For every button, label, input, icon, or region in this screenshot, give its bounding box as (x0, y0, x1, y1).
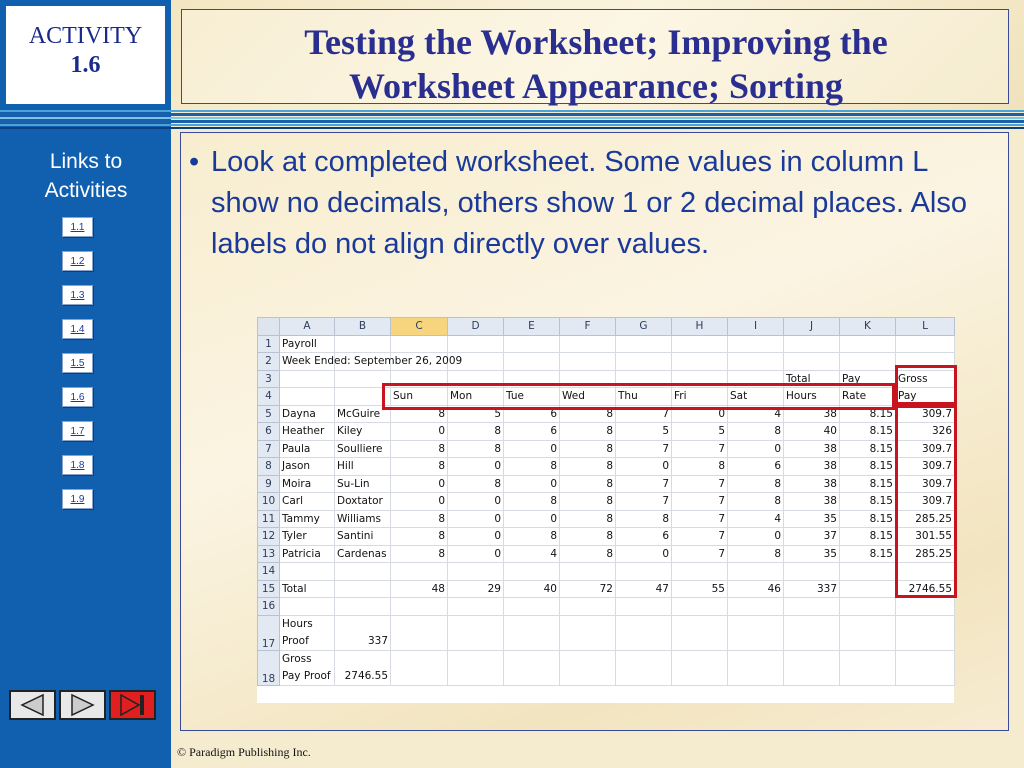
cell-h6[interactable]: 5 (672, 423, 728, 441)
cell-h18[interactable] (672, 650, 728, 685)
cell-e15[interactable]: 40 (504, 580, 560, 598)
title-line-1: Testing the Worksheet; Improving the (304, 22, 888, 62)
table-row (258, 580, 955, 598)
row-number[interactable]: 12 (258, 528, 280, 546)
cell-a17[interactable]: Hours Proof (280, 615, 335, 650)
cell-f18[interactable] (560, 650, 616, 685)
cell-f8[interactable]: 8 (560, 458, 616, 476)
cell-i11[interactable]: 4 (728, 510, 784, 528)
cell-g4[interactable]: Thu (616, 388, 672, 406)
cell-h13[interactable]: 7 (672, 545, 728, 563)
cell-d13[interactable]: 0 (448, 545, 504, 563)
cell-g18[interactable] (616, 650, 672, 685)
cell-e2[interactable] (504, 353, 560, 371)
cell-e11[interactable]: 0 (504, 510, 560, 528)
cell-j2[interactable] (784, 353, 840, 371)
cell-h17[interactable] (672, 615, 728, 650)
cell-d11[interactable]: 0 (448, 510, 504, 528)
cell-g17[interactable] (616, 615, 672, 650)
cell-l6[interactable]: 326 (896, 423, 955, 441)
cell-g5[interactable]: 7 (616, 405, 672, 423)
cell-e6[interactable]: 6 (504, 423, 560, 441)
cell-c14[interactable] (391, 563, 448, 581)
cell-e7[interactable]: 0 (504, 440, 560, 458)
cell-d5[interactable]: 5 (448, 405, 504, 423)
cell-a6[interactable]: Heather (280, 423, 335, 441)
cell-l10[interactable]: 309.7 (896, 493, 955, 511)
cell-k1[interactable] (840, 335, 896, 353)
cell-e12[interactable]: 8 (504, 528, 560, 546)
cell-c15[interactable]: 48 (391, 580, 448, 598)
row-number[interactable]: 18 (258, 650, 280, 685)
table-row (258, 650, 955, 685)
cell-f15[interactable]: 72 (560, 580, 616, 598)
cell-l9[interactable]: 309.7 (896, 475, 955, 493)
cell-a7[interactable]: Paula (280, 440, 335, 458)
cell-h1[interactable] (672, 335, 728, 353)
cell-k14[interactable] (840, 563, 896, 581)
row-number[interactable]: 15 (258, 580, 280, 598)
cell-g6[interactable]: 5 (616, 423, 672, 441)
cell-f7[interactable]: 8 (560, 440, 616, 458)
cell-d8[interactable]: 0 (448, 458, 504, 476)
cell-a2[interactable]: Week Ended: September 26, 2009 (280, 353, 335, 371)
cell-e18[interactable] (504, 650, 560, 685)
cell-k11[interactable]: 8.15 (840, 510, 896, 528)
row-number[interactable]: 11 (258, 510, 280, 528)
cell-b7[interactable]: Soulliere (335, 440, 391, 458)
cell-a15[interactable]: Total (280, 580, 335, 598)
column-header-e[interactable]: E (504, 318, 560, 336)
previous-slide-button[interactable] (9, 690, 56, 720)
column-header-k[interactable]: K (840, 318, 896, 336)
cell-h14[interactable] (672, 563, 728, 581)
cell-g8[interactable]: 0 (616, 458, 672, 476)
cell-l7[interactable]: 309.7 (896, 440, 955, 458)
cell-e4[interactable]: Tue (504, 388, 560, 406)
column-header-a[interactable]: A (280, 318, 335, 336)
cell-h9[interactable]: 7 (672, 475, 728, 493)
cell-h7[interactable]: 7 (672, 440, 728, 458)
cell-c11[interactable]: 8 (391, 510, 448, 528)
cell-f17[interactable] (560, 615, 616, 650)
table-row (258, 563, 955, 581)
cell-c13[interactable]: 8 (391, 545, 448, 563)
activity-badge (6, 6, 165, 104)
cell-l5[interactable]: 309.7 (896, 405, 955, 423)
activity-link-1-4[interactable]: 1.4 (62, 319, 93, 339)
cell-i8[interactable]: 6 (728, 458, 784, 476)
cell-b17[interactable]: 337 (335, 615, 391, 650)
cell-l17[interactable] (896, 615, 955, 650)
cell-k4[interactable]: Rate (840, 388, 896, 406)
cell-l3[interactable]: Gross (896, 370, 955, 388)
cell-d17[interactable] (448, 615, 504, 650)
row-number[interactable]: 7 (258, 440, 280, 458)
cell-c10[interactable]: 0 (391, 493, 448, 511)
cell-i4[interactable]: Sat (728, 388, 784, 406)
cell-k3[interactable]: Pay (840, 370, 896, 388)
cell-k5[interactable]: 8.15 (840, 405, 896, 423)
cell-i13[interactable]: 8 (728, 545, 784, 563)
copyright-footer: © Paradigm Publishing Inc. (177, 745, 311, 759)
cell-b9[interactable]: Su-Lin (335, 475, 391, 493)
cell-a10[interactable]: Carl (280, 493, 335, 511)
cell-h11[interactable]: 7 (672, 510, 728, 528)
cell-d16[interactable] (448, 598, 504, 616)
column-header-g[interactable]: G (616, 318, 672, 336)
cell-l1[interactable] (896, 335, 955, 353)
table-row (258, 440, 955, 458)
cell-g10[interactable]: 7 (616, 493, 672, 511)
cell-d1[interactable] (448, 335, 504, 353)
cell-f10[interactable]: 8 (560, 493, 616, 511)
cell-i16[interactable] (728, 598, 784, 616)
cell-l8[interactable]: 309.7 (896, 458, 955, 476)
cell-k2[interactable] (840, 353, 896, 371)
cell-f9[interactable]: 8 (560, 475, 616, 493)
cell-i7[interactable]: 0 (728, 440, 784, 458)
header-divider-stripes (0, 110, 1024, 130)
cell-b6[interactable]: Kiley (335, 423, 391, 441)
cell-l15[interactable]: 2746.55 (896, 580, 955, 598)
cell-h2[interactable] (672, 353, 728, 371)
cell-e5[interactable]: 6 (504, 405, 560, 423)
cell-k7[interactable]: 8.15 (840, 440, 896, 458)
cell-g15[interactable]: 47 (616, 580, 672, 598)
cell-b16[interactable] (335, 598, 391, 616)
cell-c6[interactable]: 0 (391, 423, 448, 441)
table-row (258, 475, 955, 493)
table-row (258, 598, 955, 616)
column-header-l[interactable]: L (896, 318, 955, 336)
cell-e1[interactable] (504, 335, 560, 353)
column-header-h[interactable]: H (672, 318, 728, 336)
cell-a9[interactable]: Moira (280, 475, 335, 493)
cell-l12[interactable]: 301.55 (896, 528, 955, 546)
cell-d15[interactable]: 29 (448, 580, 504, 598)
cell-c5[interactable]: 8 (391, 405, 448, 423)
cell-j1[interactable] (784, 335, 840, 353)
cell-j17[interactable] (784, 615, 840, 650)
cell-h5[interactable]: 0 (672, 405, 728, 423)
cell-g14[interactable] (616, 563, 672, 581)
cell-b18[interactable]: 2746.55 (335, 650, 391, 685)
cell-k10[interactable]: 8.15 (840, 493, 896, 511)
select-all-corner[interactable] (258, 318, 280, 336)
activity-number: 1.6 (70, 52, 101, 78)
cell-i14[interactable] (728, 563, 784, 581)
cell-b10[interactable]: Doxtator (335, 493, 391, 511)
cell-k15[interactable] (840, 580, 896, 598)
cell-a16[interactable] (280, 598, 335, 616)
cell-g7[interactable]: 7 (616, 440, 672, 458)
cell-k18[interactable] (840, 650, 896, 685)
cell-k6[interactable]: 8.15 (840, 423, 896, 441)
cell-d6[interactable]: 8 (448, 423, 504, 441)
cell-k12[interactable]: 8.15 (840, 528, 896, 546)
cell-i1[interactable] (728, 335, 784, 353)
table-row (258, 510, 955, 528)
cell-g9[interactable]: 7 (616, 475, 672, 493)
cell-d12[interactable]: 0 (448, 528, 504, 546)
table-row (258, 423, 955, 441)
triangle-left-icon (11, 692, 54, 718)
cell-j5[interactable]: 38 (784, 405, 840, 423)
links-title: Links to Activities (44, 150, 128, 202)
row-number[interactable]: 14 (258, 563, 280, 581)
cell-j3[interactable]: Total (784, 370, 840, 388)
cell-i12[interactable]: 0 (728, 528, 784, 546)
cell-g13[interactable]: 0 (616, 545, 672, 563)
row-number[interactable]: 10 (258, 493, 280, 511)
activity-link-1-3[interactable]: 1.3 (62, 285, 93, 305)
table-row (258, 528, 955, 546)
cell-d10[interactable]: 0 (448, 493, 504, 511)
cell-h16[interactable] (672, 598, 728, 616)
cell-a18[interactable]: Gross Pay Proof (280, 650, 335, 685)
bullet-text: Look at completed worksheet. Some values in column L show no decimals, others show 1 or 2 decimal places. Also labels do not align directly over values. (211, 146, 967, 260)
cell-a1[interactable]: Payroll (280, 335, 335, 353)
cell-h10[interactable]: 7 (672, 493, 728, 511)
cell-b14[interactable] (335, 563, 391, 581)
row-number[interactable]: 5 (258, 405, 280, 423)
cell-j18[interactable] (784, 650, 840, 685)
table-row (258, 545, 955, 563)
cell-a8[interactable]: Jason (280, 458, 335, 476)
title-box (181, 9, 1009, 104)
end-show-button[interactable] (109, 690, 156, 720)
activity-link-1-8[interactable]: 1.8 (62, 455, 93, 475)
cell-a12[interactable]: Tyler (280, 528, 335, 546)
cell-b13[interactable]: Cardenas (335, 545, 391, 563)
cell-j16[interactable] (784, 598, 840, 616)
row-number[interactable]: 13 (258, 545, 280, 563)
highlight-row4-labels (382, 383, 895, 410)
activity-label-block (6, 22, 165, 80)
cell-g1[interactable] (616, 335, 672, 353)
cell-a3[interactable] (280, 370, 335, 388)
cell-i17[interactable] (728, 615, 784, 650)
activity-link-1-6[interactable]: 1.6 (62, 387, 93, 407)
cell-i5[interactable]: 4 (728, 405, 784, 423)
activity-label: ACTIVITY (28, 23, 143, 49)
highlight-gross-pay-values (895, 405, 957, 598)
row-number[interactable]: 9 (258, 475, 280, 493)
cell-j14[interactable] (784, 563, 840, 581)
cell-f11[interactable]: 8 (560, 510, 616, 528)
cell-k9[interactable]: 8.15 (840, 475, 896, 493)
activity-link-1-2[interactable]: 1.2 (62, 251, 93, 271)
cell-h4[interactable]: Fri (672, 388, 728, 406)
cell-i10[interactable]: 8 (728, 493, 784, 511)
row-number[interactable]: 17 (258, 615, 280, 650)
cell-f4[interactable]: Wed (560, 388, 616, 406)
row-number[interactable]: 4 (258, 388, 280, 406)
next-slide-button[interactable] (59, 690, 106, 720)
cell-e8[interactable]: 8 (504, 458, 560, 476)
spreadsheet-screenshot (257, 317, 954, 703)
cell-j7[interactable]: 38 (784, 440, 840, 458)
highlight-gross-pay-labels (895, 365, 957, 405)
cell-k16[interactable] (840, 598, 896, 616)
cell-c1[interactable] (391, 335, 448, 353)
cell-c8[interactable]: 8 (391, 458, 448, 476)
cell-j13[interactable]: 35 (784, 545, 840, 563)
cell-h8[interactable]: 8 (672, 458, 728, 476)
cell-e14[interactable] (504, 563, 560, 581)
cell-j8[interactable]: 38 (784, 458, 840, 476)
page-title (182, 20, 1010, 108)
triangle-right-icon (61, 692, 104, 718)
activity-link-1-9[interactable]: 1.9 (62, 489, 93, 509)
spreadsheet-table (257, 317, 955, 686)
cell-f16[interactable] (560, 598, 616, 616)
column-header-c[interactable]: C (391, 318, 448, 336)
activity-link-1-5[interactable]: 1.5 (62, 353, 93, 373)
cell-j15[interactable]: 337 (784, 580, 840, 598)
cell-g2[interactable] (616, 353, 672, 371)
row-number[interactable]: 16 (258, 598, 280, 616)
cell-e17[interactable] (504, 615, 560, 650)
cell-f1[interactable] (560, 335, 616, 353)
cell-d4[interactable]: Mon (448, 388, 504, 406)
cell-j6[interactable]: 40 (784, 423, 840, 441)
cell-a5[interactable]: Dayna (280, 405, 335, 423)
activity-link-1-7[interactable]: 1.7 (62, 421, 93, 441)
cell-b15[interactable] (335, 580, 391, 598)
table-row (258, 335, 955, 353)
cell-e16[interactable] (504, 598, 560, 616)
row-number[interactable]: 3 (258, 370, 280, 388)
cell-e13[interactable]: 4 (504, 545, 560, 563)
cell-i6[interactable]: 8 (728, 423, 784, 441)
table-row (258, 493, 955, 511)
table-row (258, 615, 955, 650)
table-row (258, 353, 955, 371)
column-header-f[interactable]: F (560, 318, 616, 336)
cell-i2[interactable] (728, 353, 784, 371)
cell-c17[interactable] (391, 615, 448, 650)
column-header-row (258, 318, 955, 336)
cell-l11[interactable]: 285.25 (896, 510, 955, 528)
cell-d18[interactable] (448, 650, 504, 685)
cell-j10[interactable]: 38 (784, 493, 840, 511)
cell-l4[interactable]: Pay (896, 388, 955, 406)
table-row (258, 458, 955, 476)
cell-e9[interactable]: 0 (504, 475, 560, 493)
cell-b5[interactable]: McGuire (335, 405, 391, 423)
cell-h12[interactable]: 7 (672, 528, 728, 546)
cell-f12[interactable]: 8 (560, 528, 616, 546)
cell-i9[interactable]: 8 (728, 475, 784, 493)
cell-b1[interactable] (335, 335, 391, 353)
cell-f6[interactable]: 8 (560, 423, 616, 441)
cell-k13[interactable]: 8.15 (840, 545, 896, 563)
cell-f2[interactable] (560, 353, 616, 371)
cell-j4[interactable]: Hours (784, 388, 840, 406)
cell-h15[interactable]: 55 (672, 580, 728, 598)
cell-b12[interactable]: Santini (335, 528, 391, 546)
cell-i18[interactable] (728, 650, 784, 685)
cell-f13[interactable]: 8 (560, 545, 616, 563)
cell-i15[interactable]: 46 (728, 580, 784, 598)
cell-f5[interactable]: 8 (560, 405, 616, 423)
cell-c4[interactable]: Sun (391, 388, 448, 406)
row-number[interactable]: 2 (258, 353, 280, 371)
cell-a4[interactable] (280, 388, 335, 406)
cell-b11[interactable]: Williams (335, 510, 391, 528)
column-header-i[interactable]: I (728, 318, 784, 336)
column-header-d[interactable]: D (448, 318, 504, 336)
cell-k8[interactable]: 8.15 (840, 458, 896, 476)
cell-d14[interactable] (448, 563, 504, 581)
cell-c16[interactable] (391, 598, 448, 616)
bullet-marker: • (189, 146, 200, 178)
cell-g16[interactable] (616, 598, 672, 616)
cell-l18[interactable] (896, 650, 955, 685)
row-number[interactable]: 8 (258, 458, 280, 476)
column-header-b[interactable]: B (335, 318, 391, 336)
cell-l16[interactable] (896, 598, 955, 616)
cell-k17[interactable] (840, 615, 896, 650)
cell-g11[interactable]: 8 (616, 510, 672, 528)
cell-b8[interactable]: Hill (335, 458, 391, 476)
cell-c7[interactable]: 8 (391, 440, 448, 458)
cell-a14[interactable] (280, 563, 335, 581)
activity-link-1-1[interactable]: 1.1 (62, 217, 93, 237)
cell-g12[interactable]: 6 (616, 528, 672, 546)
cell-a13[interactable]: Patricia (280, 545, 335, 563)
cell-j11[interactable]: 35 (784, 510, 840, 528)
cell-j9[interactable]: 38 (784, 475, 840, 493)
title-line-2: Worksheet Appearance; Sorting (349, 66, 843, 106)
row-number[interactable]: 6 (258, 423, 280, 441)
cell-d9[interactable]: 8 (448, 475, 504, 493)
cell-e10[interactable]: 8 (504, 493, 560, 511)
cell-f14[interactable] (560, 563, 616, 581)
cell-l13[interactable]: 285.25 (896, 545, 955, 563)
cell-a11[interactable]: Tammy (280, 510, 335, 528)
row-number[interactable]: 1 (258, 335, 280, 353)
end-show-icon (111, 692, 154, 718)
column-header-j[interactable]: J (784, 318, 840, 336)
cell-c12[interactable]: 8 (391, 528, 448, 546)
cell-c18[interactable] (391, 650, 448, 685)
cell-c9[interactable]: 0 (391, 475, 448, 493)
cell-j12[interactable]: 37 (784, 528, 840, 546)
cell-d7[interactable]: 8 (448, 440, 504, 458)
